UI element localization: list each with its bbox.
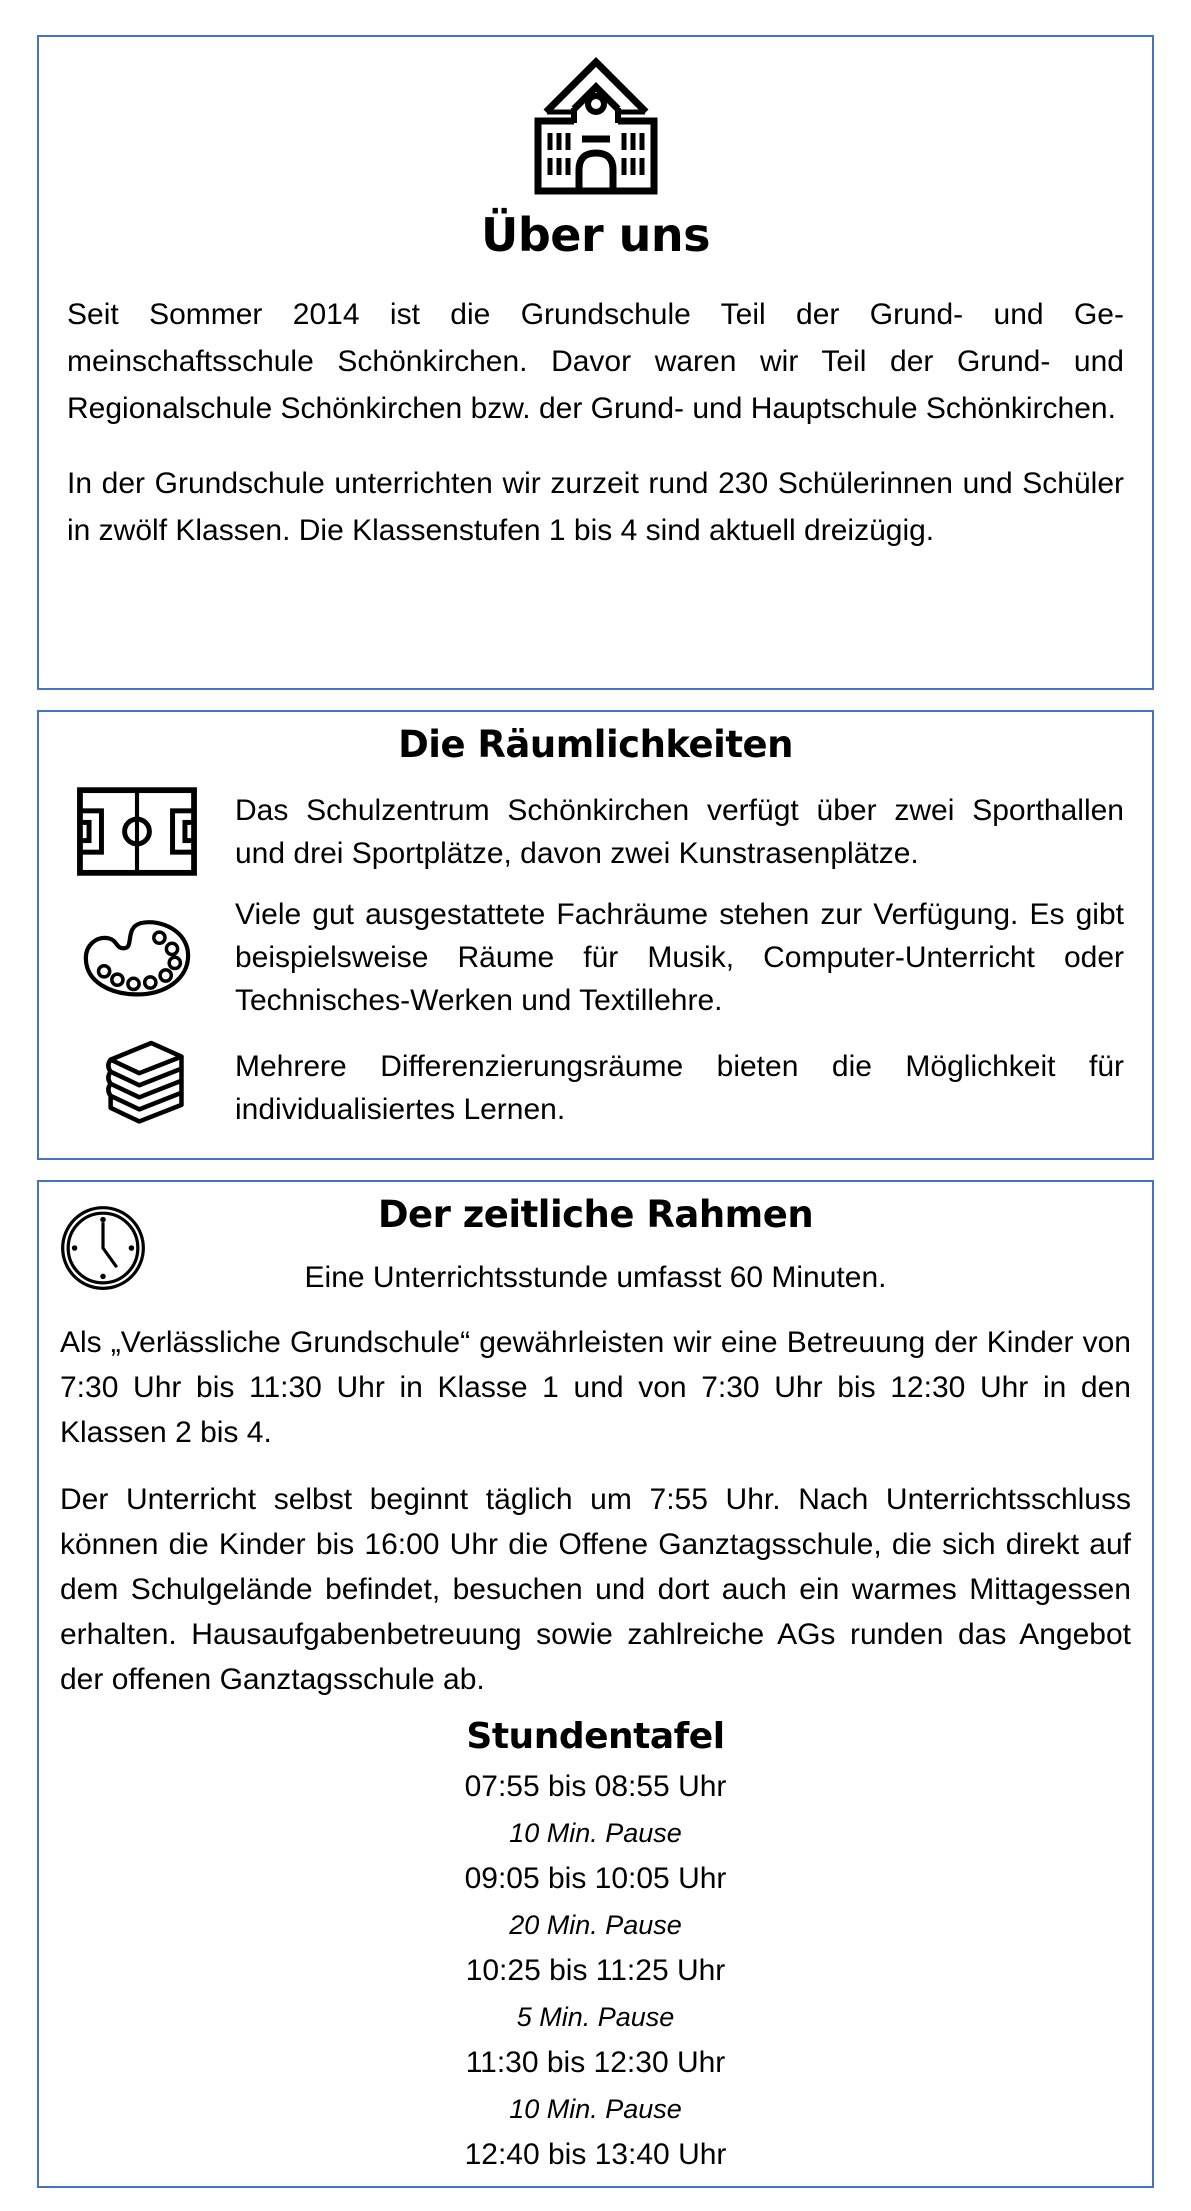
room-item-books <box>39 1037 1152 1138</box>
room-item-art <box>39 893 1152 1022</box>
room-item-sports <box>39 785 1152 878</box>
timetable-pause: 10 Min. Pause <box>509 2094 682 2124</box>
timetable-title: Stundentafel <box>466 1716 725 1757</box>
room-item-text: Viele gut ausgestattete Fachräume stehen zur Verfügung. Es gibt beispielsweise Räume für Musik, Computer-Unterricht oder Technisches-Werken und Textillehre. <box>235 898 1124 1017</box>
timetable <box>39 1764 1152 2178</box>
rooms-section <box>37 710 1154 1160</box>
timetable-lesson: 10:25 bis 11:25 Uhr <box>465 1954 726 1987</box>
about-paragraph-1: Seit Sommer 2014 ist die Grundschule Teil der Grund- und Gemeinschaftsschule Schönkirchen. Davor waren wir Teil der Grund- und Regionalschule Schönkirchen bzw. der Grund- und Hauptschule Schönkirchen. <box>67 298 1124 425</box>
timetable-pause: 20 Min. Pause <box>509 1910 682 1940</box>
room-item-text: Das Schulzentrum Schönkirchen verfügt über zwei Sporthallen und drei Sportplätze, davon zwei Kunstrasenplätze. <box>235 793 1124 870</box>
time-title: Der zeitliche Rahmen <box>377 1193 814 1236</box>
books-icon <box>39 1037 235 1138</box>
timetable-lesson: 07:55 bis 08:55 Uhr <box>464 1770 727 1803</box>
about-title: Über uns <box>480 208 711 262</box>
rooms-title: Die Räumlichkeiten <box>398 723 793 766</box>
room-item-text: Mehrere Differenzierungsräume bieten die Möglichkeit für individualisiertes Lernen. <box>235 1049 1124 1126</box>
timetable-pause: 5 Min. Pause <box>516 2002 675 2032</box>
timetable-pause: 10 Min. Pause <box>509 1818 682 1848</box>
time-paragraph-2: Der Unterricht selbst beginnt täglich um 7:55 Uhr. Nach Unterrichtsschluss können die Kinder bis 16:00 Uhr die Offene Ganztagsschule, die sich direkt auf dem Schulgelände befindet, besuchen und dort auch ein warmes Mittagessen erhalten. Hausaufgabenbetreuung sowie zahlreiche AGs runden das Angebot der offenen Ganztagsschule ab. <box>60 1483 1131 1696</box>
timetable-lesson: 12:40 bis 13:40 Uhr <box>464 2138 727 2171</box>
clock-icon <box>59 1204 147 1292</box>
time-paragraph-1: Als „Verlässliche Grundschule“ gewährleisten wir eine Betreuung der Kinder von 7:30 Uhr bis 11:30 Uhr in Klasse 1 und von 7:30 Uhr bis 12:30 Uhr in den Klassen 2 bis 4. <box>60 1326 1131 1449</box>
about-section <box>37 35 1154 690</box>
timetable-lesson: 09:05 bis 10:05 Uhr <box>464 1862 727 1895</box>
time-section <box>37 1180 1154 2188</box>
timetable-lesson: 11:30 bis 12:30 Uhr <box>465 2046 726 2079</box>
sports-field-icon <box>39 785 235 878</box>
time-intro: Eine Unterrichtsstunde umfasst 60 Minuten. <box>304 1261 887 1294</box>
about-paragraph-2: In der Grundschule unterrichten wir zurzeit rund 230 Schülerinnen und Schüler in zwölf Klassen. Die Klassenstufen 1 bis 4 sind aktuell dreizügig. <box>67 467 1124 547</box>
school-building-icon <box>526 57 666 197</box>
palette-icon <box>39 916 235 1000</box>
